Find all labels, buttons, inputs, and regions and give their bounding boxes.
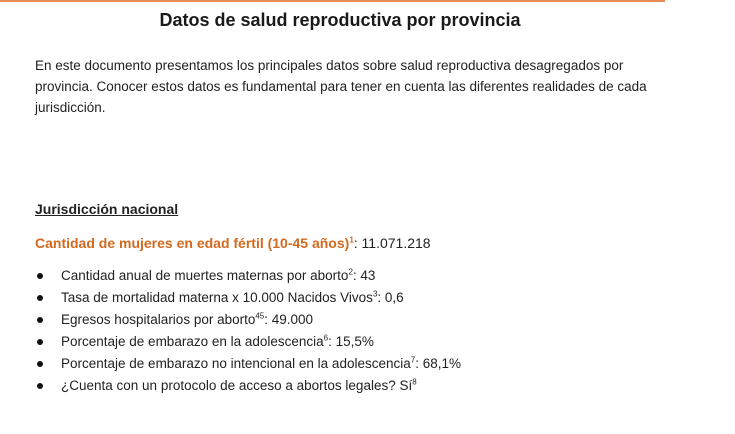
bullet-icon	[37, 295, 43, 301]
intro-paragraph: En este documento presentamos los principales datos sobre salud reproductiva desagregados por provincia. Conocer estos datos es fundamental para tener en cuenta las diferentes realidades de cada jurisdicción.	[35, 58, 647, 115]
list-item: Porcentaje de embarazo no intencional en la adolescencia$^7$: 68,1%	[35, 353, 461, 375]
list-item: Cantidad anual de muertes maternas por aborto$^2$: 43	[35, 265, 461, 287]
footnote-ref: 6	[323, 333, 329, 343]
bullet-icon	[37, 273, 43, 279]
footnote-ref: 1	[349, 235, 354, 245]
lead-stat	[35, 235, 431, 251]
list-item: Egresos hospitalarios por aborto$^{45}$: 49.000	[35, 309, 461, 331]
section-heading: Jurisdicción nacional	[35, 201, 179, 217]
footnote-ref: 45	[255, 311, 265, 321]
list-item: Tasa de mortalidad materna x 10.000 Nacidos Vivos$^3$: 0,6	[35, 287, 461, 309]
footnote-ref: 7	[410, 355, 416, 365]
top-divider	[0, 0, 665, 2]
lead-stat-value: : 11.071.218	[353, 235, 431, 251]
bullet-icon	[37, 361, 43, 367]
stats-list	[35, 265, 461, 397]
document-title: Datos de salud reproductiva por provincia	[159, 10, 521, 30]
footnote-ref: 8	[412, 377, 417, 387]
footnote-ref: 3	[372, 289, 378, 299]
list-item: Porcentaje de embarazo en la adolescencia$^6$: 15,5%	[35, 331, 461, 353]
footnote-ref: 2	[348, 267, 353, 277]
lead-stat-label: Cantidad de mujeres en edad fértil (10-45 años)$^1$	[35, 235, 354, 251]
bullet-icon	[37, 317, 43, 323]
bullet-icon	[37, 383, 43, 389]
list-item: ¿Cuenta con un protocolo de acceso a abortos legales? $Sí^8$	[35, 375, 461, 397]
bullet-icon	[37, 339, 43, 345]
